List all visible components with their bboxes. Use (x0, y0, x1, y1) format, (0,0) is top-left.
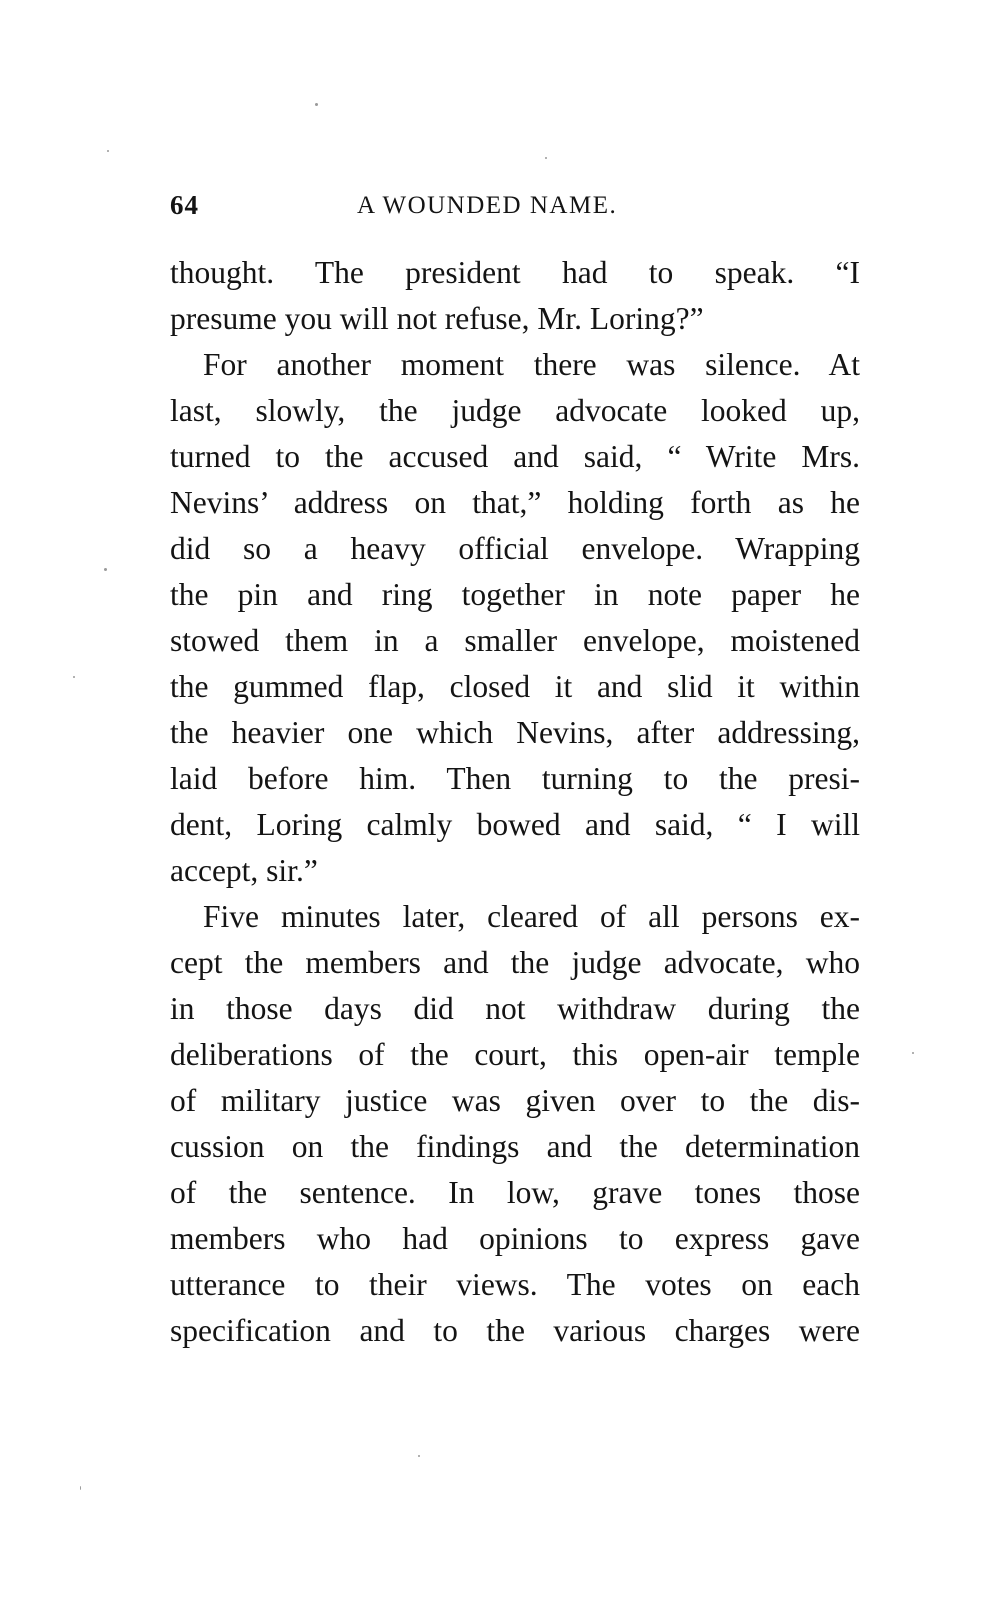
text-line: cussion on the findings and the determination (170, 1129, 860, 1164)
text-line: did so a heavy official envelope. Wrapping (170, 531, 860, 566)
paper-speck (912, 1052, 914, 1054)
text-line: members who had opinions to express gave (170, 1221, 860, 1256)
text-line: of military justice was given over to the dis- (170, 1083, 860, 1118)
text-line: the gummed flap, closed it and slid it within (170, 669, 860, 704)
running-head (170, 190, 860, 230)
text-line: specification and to the various charges were (170, 1313, 860, 1348)
text-line: dent, Loring calmly bowed and said, “ I will (170, 807, 860, 842)
paper-speck (315, 103, 318, 106)
text-line: deliberations of the court, this open-air temple (170, 1037, 860, 1072)
paper-speck (104, 568, 107, 571)
text-line: stowed them in a smaller envelope, moistened (170, 623, 860, 658)
paper-speck (107, 150, 109, 152)
paper-speck (80, 1486, 81, 1490)
text-line: the pin and ring together in note paper he (170, 577, 860, 612)
text-line: of the sentence. In low, grave tones those (170, 1175, 860, 1210)
text-line: thought. The president had to speak. “I (170, 255, 860, 290)
text-line: the heavier one which Nevins, after addressing, (170, 715, 860, 750)
text-line: Nevins’ address on that,” holding forth as he (170, 485, 860, 520)
paper-speck (545, 157, 547, 159)
paper-speck (418, 1455, 420, 1457)
text-line: presume you will not refuse, Mr. Loring?” (170, 301, 704, 336)
text-line: Five minutes later, cleared of all persons ex- (203, 899, 860, 934)
page-number: 64 (170, 190, 199, 220)
text-line: laid before him. Then turning to the presi- (170, 761, 860, 796)
text-line: accept, sir.” (170, 853, 318, 888)
text-line: turned to the accused and said, “ Write Mrs. (170, 439, 860, 474)
text-line: last, slowly, the judge advocate looked up, (170, 393, 860, 428)
running-title: A WOUNDED NAME. (357, 192, 618, 219)
text-line: in those days did not withdraw during the (170, 991, 860, 1026)
body-text (170, 250, 860, 1354)
paper-speck (73, 676, 75, 678)
text-line: For another moment there was silence. At (203, 347, 860, 382)
text-line: utterance to their views. The votes on each (170, 1267, 860, 1302)
text-line: cept the members and the judge advocate, who (170, 945, 860, 980)
